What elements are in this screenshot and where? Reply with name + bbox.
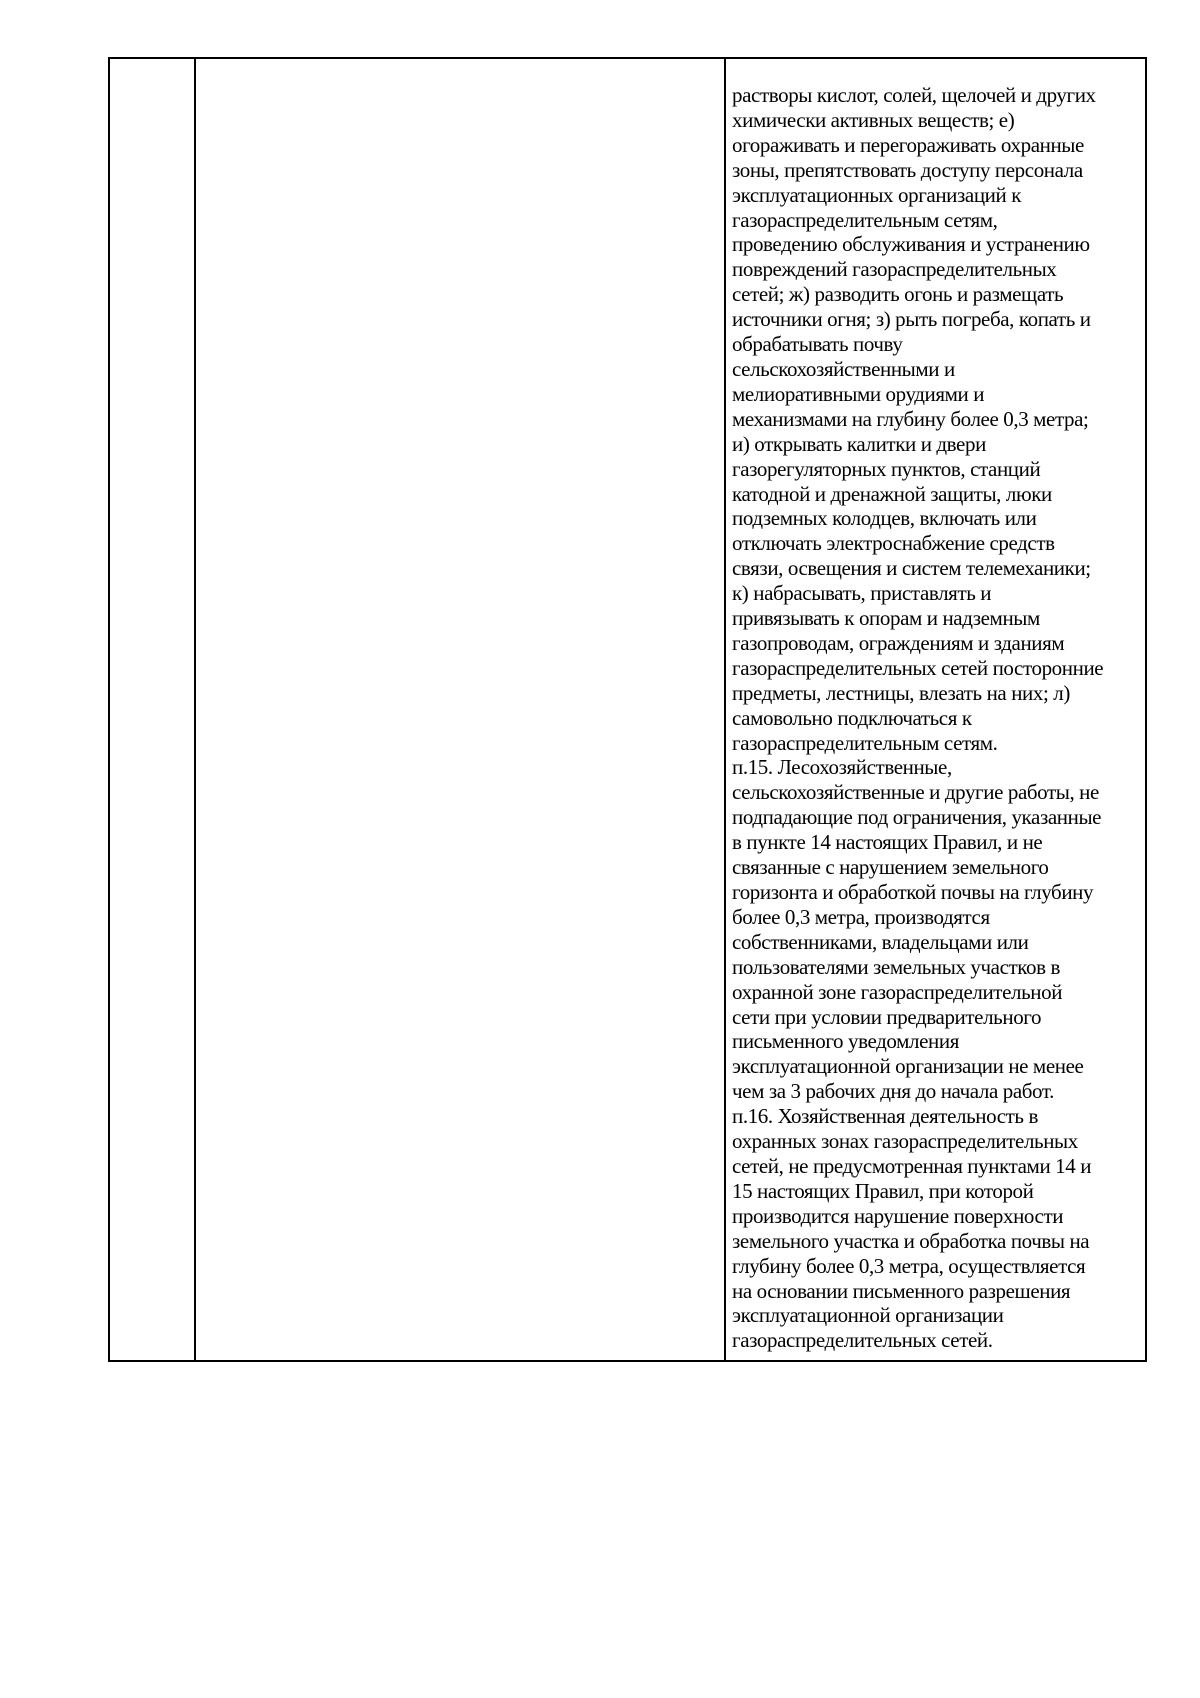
- text-line: собственниками, владельцами или: [732, 929, 1029, 954]
- table-cell-column-1: [110, 59, 196, 1360]
- text-line: письменного уведомления: [732, 1029, 959, 1054]
- text-line: охранных зонах газораспределительных: [732, 1129, 1078, 1154]
- text-line: связи, освещения и систем телемеханики;: [732, 556, 1091, 581]
- text-line: эксплуатационных организаций к: [732, 182, 1021, 207]
- text-line: эксплуатационной организации: [732, 1303, 1004, 1328]
- text-line: глубину более 0,3 метра, осуществляется: [732, 1253, 1086, 1278]
- text-line: газораспределительным сетям.: [732, 730, 998, 755]
- document-table: [108, 57, 1147, 1362]
- text-line: сельскохозяйственные и другие работы, не: [732, 780, 1099, 805]
- text-line: огораживать и перегораживать охранные: [732, 132, 1084, 157]
- text-line: химически активных веществ; е): [732, 107, 1015, 132]
- text-line: к) набрасывать, приставлять и: [732, 581, 992, 606]
- text-line: обрабатывать почву: [732, 332, 903, 357]
- text-line: чем за 3 рабочих дня до начала работ.: [732, 1079, 1054, 1104]
- table-cell-column-3: [726, 59, 1145, 1360]
- text-line: подземных колодцев, включать или: [732, 506, 1037, 531]
- text-line: сельскохозяйственными и: [732, 356, 955, 381]
- text-line: проведению обслуживания и устранению: [732, 232, 1090, 257]
- text-line: зоны, препятствовать доступу персонала: [732, 157, 1083, 182]
- text-line: привязывать к опорам и надземным: [732, 606, 1040, 631]
- text-line: п.15. Лесохозяйственные,: [732, 755, 952, 780]
- text-line: на основании письменного разрешения: [732, 1278, 1071, 1303]
- text-line: производится нарушение поверхности: [732, 1203, 1064, 1228]
- text-line: земельного участка и обработка почвы на: [732, 1228, 1090, 1253]
- text-line: мелиоративными орудиями и: [732, 381, 985, 406]
- text-line: горизонта и обработкой почвы на глубину: [732, 880, 1094, 904]
- text-line: отключать электроснабжение средств: [732, 531, 1055, 556]
- text-line: более 0,3 метра, производятся: [732, 904, 990, 929]
- text-line: повреждений газораспределительных: [732, 257, 1057, 282]
- text-line: газопроводам, ограждениям и зданиям: [732, 630, 1065, 655]
- text-line: сетей; ж) разводить огонь и размещать: [732, 282, 1064, 307]
- text-line: сетей, не предусмотренная пунктами 14 и: [732, 1153, 1092, 1178]
- text-line: охранной зоне газораспределительной: [732, 979, 1063, 1004]
- text-line: катодной и дренажной защиты, люки: [732, 481, 1052, 506]
- text-line: в пункте 14 настоящих Правил, и не: [732, 830, 1043, 855]
- text-line: подпадающие под ограничения, указанные: [732, 805, 1102, 830]
- text-line: газораспределительных сетей посторонние: [732, 655, 1104, 680]
- text-line: газораспределительных сетей.: [732, 1328, 993, 1353]
- text-line: растворы кислот, солей, щелочей и других: [732, 83, 1096, 107]
- text-line: газорегуляторных пунктов, станций: [732, 456, 1041, 481]
- text-line: самовольно подключаться к: [732, 705, 972, 730]
- text-line: предметы, лестницы, влезать на них; л): [732, 680, 1070, 705]
- regulation-text: [732, 83, 1141, 1353]
- text-line: 15 настоящих Правил, при которой: [732, 1178, 1034, 1203]
- table-cell-column-2: [196, 59, 726, 1360]
- text-line: связанные с нарушением земельного: [732, 855, 1049, 880]
- text-line: пользователями земельных участков в: [732, 954, 1060, 979]
- text-line: сети при условии предварительного: [732, 1004, 1042, 1029]
- text-line: п.16. Хозяйственная деятельность в: [732, 1104, 1038, 1129]
- text-line: источники огня; з) рыть погреба, копать и: [732, 307, 1091, 332]
- text-line: эксплуатационной организации не менее: [732, 1054, 1084, 1079]
- text-line: газораспределительным сетям,: [732, 207, 998, 232]
- text-line: механизмами на глубину более 0,3 метра;: [732, 406, 1089, 431]
- text-line: и) открывать калитки и двери: [732, 431, 986, 456]
